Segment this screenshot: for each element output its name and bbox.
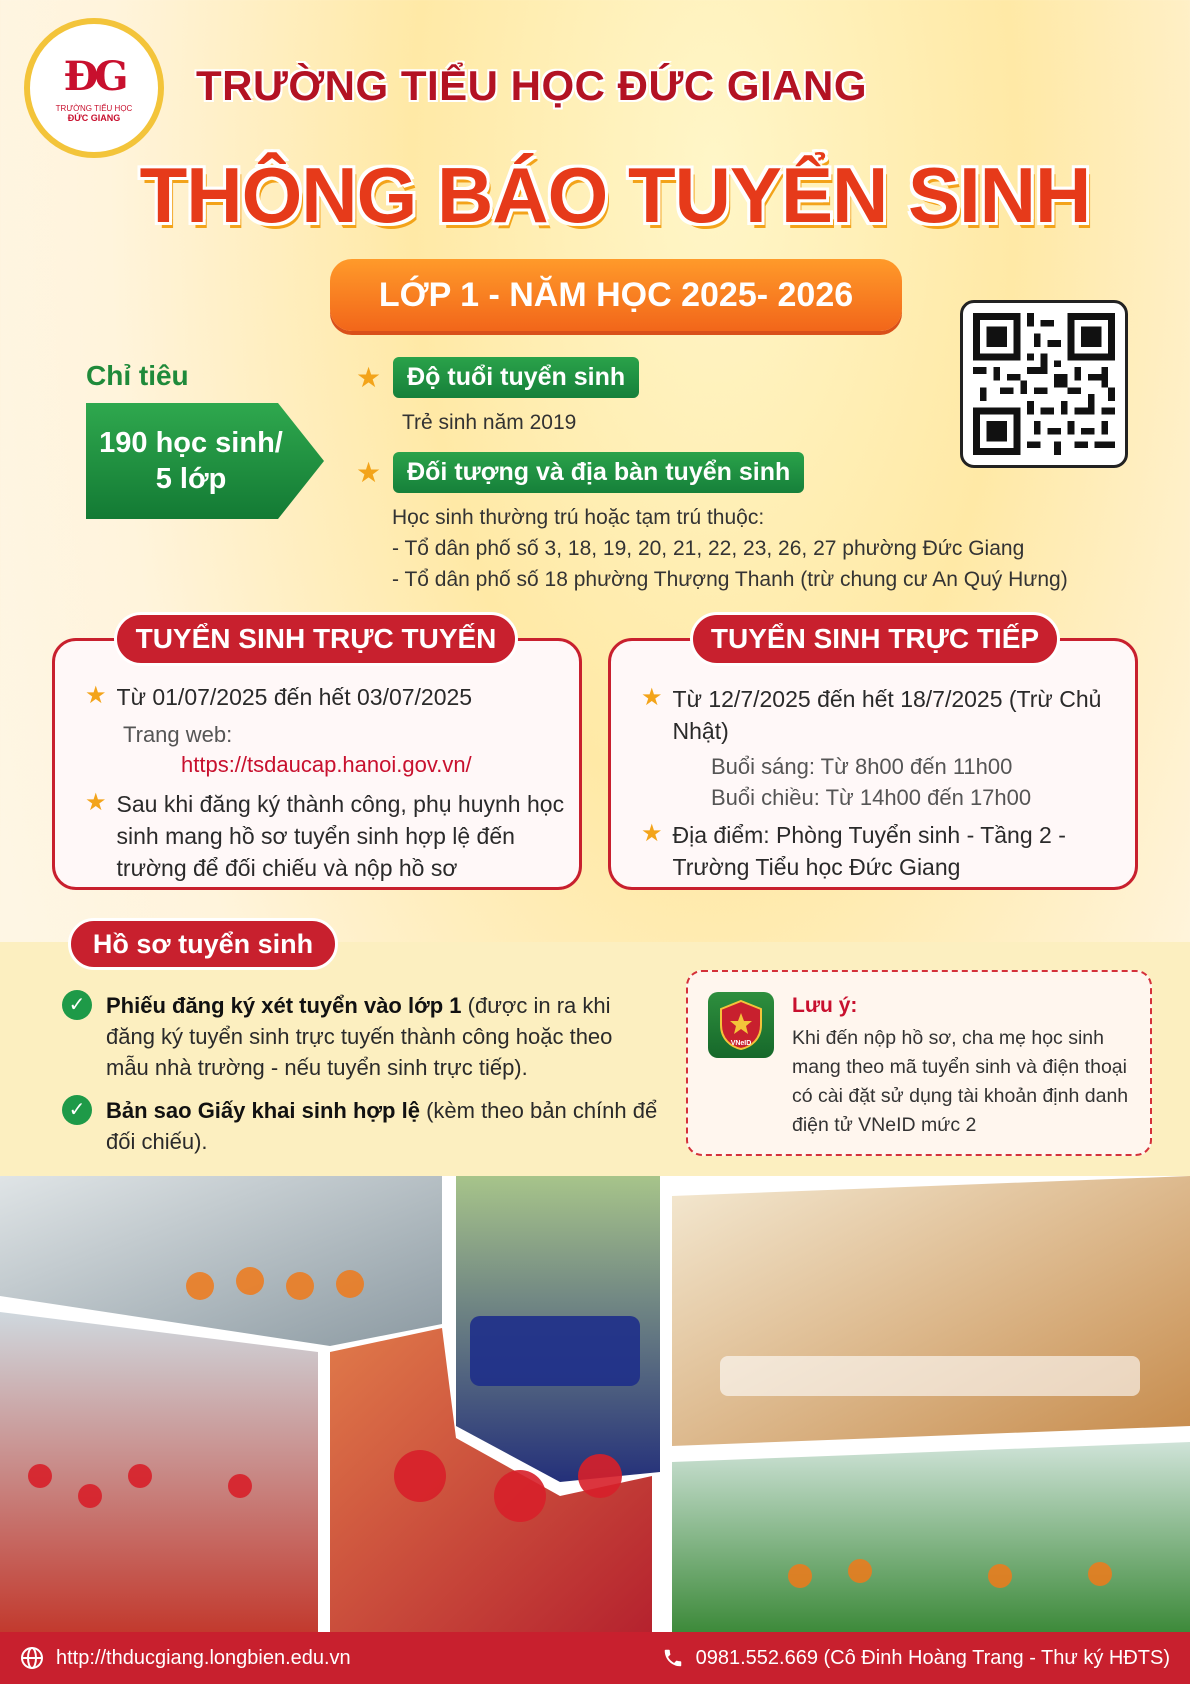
age-heading: [356, 357, 639, 398]
direct-date-row: [641, 683, 1111, 747]
target-text: [392, 502, 1122, 595]
documents-title: Hồ sơ tuyển sinh: [68, 918, 338, 970]
online-title: TUYỂN SINH TRỰC TUYẾN: [114, 612, 518, 666]
footer-phone-text[interactable]: 0981.552.669 (Cô Đinh Hoàng Trang - Thư ký HĐTS): [695, 1646, 1170, 1669]
document-item1-bold: Phiếu đăng ký xét tuyển vào lớp 1: [106, 993, 462, 1018]
age-label: Độ tuổi tuyển sinh: [393, 357, 639, 398]
online-url-link[interactable]: https://tsdaucap.hanoi.gov.vn/: [181, 752, 472, 777]
star-icon: ★: [641, 820, 663, 847]
footer-phone: [662, 1647, 1170, 1670]
document-item1-rest: (được in ra khi đăng ký tuyển sinh trực tuyến thành công hoặc theo mẫu nhà trường - nếu tuyển sinh trực tiếp).: [106, 993, 613, 1080]
document-item2-bold: Bản sao Giấy khai sinh hợp lệ: [106, 1098, 420, 1123]
direct-date: Từ 12/7/2025 đến hết 18/7/2025 (Trừ Chủ Nhật): [672, 686, 1102, 744]
target-line3: - Tổ dân phố số 18 phường Thượng Thanh (trừ chung cư An Quý Hưng): [392, 568, 1068, 591]
document-item: [62, 1095, 658, 1157]
document-item: [62, 990, 658, 1083]
quota-line1: 190 học sinh/: [99, 427, 283, 459]
grade-year-pill: LỚP 1 - NĂM HỌC 2025- 2026: [330, 259, 902, 331]
quota-line2: 5 lớp: [155, 463, 227, 495]
star-icon: ★: [85, 682, 107, 709]
photo-kindergarten-class: [672, 1176, 1190, 1446]
direct-box: [608, 638, 1138, 890]
target-line2: - Tổ dân phố số 3, 18, 19, 20, 21, 22, 23, 26, 27 phường Đức Giang: [392, 537, 1025, 560]
documents-list: [62, 990, 658, 1157]
vneid-badge-icon: [708, 992, 774, 1058]
photo-schoolyard-game: [672, 1442, 1190, 1632]
online-after-row: [85, 788, 565, 884]
age-text: Trẻ sinh năm 2019: [402, 411, 577, 434]
footer-website-link[interactable]: http://thducgiang.longbien.edu.vn: [56, 1646, 351, 1669]
quota-box: [86, 403, 324, 519]
globe-icon: [20, 1646, 44, 1670]
phone-icon: [662, 1647, 684, 1669]
online-after: Sau khi đăng ký thành công, phụ huynh học sinh mang hồ sơ tuyển sinh hợp lệ đến trường để đối chiếu và nộp hồ sơ: [116, 791, 565, 881]
school-logo: [24, 18, 164, 158]
quota-label: Chỉ tiêu: [86, 360, 189, 391]
note-box: [686, 970, 1152, 1156]
school-name: TRƯỜNG TIỂU HỌC ĐỨC GIANG: [196, 62, 868, 109]
note-title: Lưu ý:: [792, 994, 858, 1017]
online-web-label: Trang web:: [123, 722, 233, 747]
direct-afternoon: Buổi chiều: Từ 14h00 đến 17h00: [711, 785, 1032, 810]
document-item2-rest: (kèm theo bản chính để đối chiếu).: [106, 1098, 658, 1154]
target-heading: [356, 452, 804, 493]
footer: [0, 1632, 1190, 1684]
check-icon: ✓: [62, 990, 92, 1020]
star-icon: ★: [356, 362, 382, 393]
star-icon: ★: [356, 457, 382, 488]
qr-code-icon[interactable]: [960, 300, 1128, 468]
photo-collage: [0, 1176, 1190, 1632]
target-label: Đối tượng và địa bàn tuyển sinh: [393, 452, 804, 493]
logo-line1: TRƯỜNG TIỂU HỌC: [55, 104, 133, 113]
direct-title: TUYỂN SINH TRỰC TIẾP: [690, 612, 1060, 666]
star-icon: ★: [85, 789, 107, 816]
logo-monogram: ĐG: [63, 53, 125, 100]
target-line1: Học sinh thường trú hoặc tạm trú thuộc:: [392, 506, 765, 529]
online-box: [52, 638, 582, 890]
page-title: THÔNG BÁO TUYỂN SINH: [139, 151, 1091, 239]
direct-morning: Buổi sáng: Từ 8h00 đến 11h00: [711, 754, 1013, 779]
direct-place: Địa điểm: Phòng Tuyển sinh - Tầng 2 - Trường Tiểu học Đức Giang: [672, 822, 1066, 880]
online-date: Từ 01/07/2025 đến hết 03/07/2025: [116, 684, 473, 710]
note-text: Khi đến nộp hồ sơ, cha mẹ học sinh mang theo mã tuyển sinh và điện thoại có cài đặt sử dụng tài khoản định danh điện tử VNeID mức 2: [792, 1027, 1129, 1136]
direct-place-row: [641, 819, 1111, 883]
online-date-row: [85, 681, 565, 713]
logo-line2: ĐỨC GIANG: [67, 113, 121, 123]
vneid-badge-text: VNeID: [730, 1040, 752, 1047]
star-icon: ★: [641, 684, 663, 711]
footer-website: [20, 1646, 351, 1670]
check-icon: ✓: [62, 1095, 92, 1125]
